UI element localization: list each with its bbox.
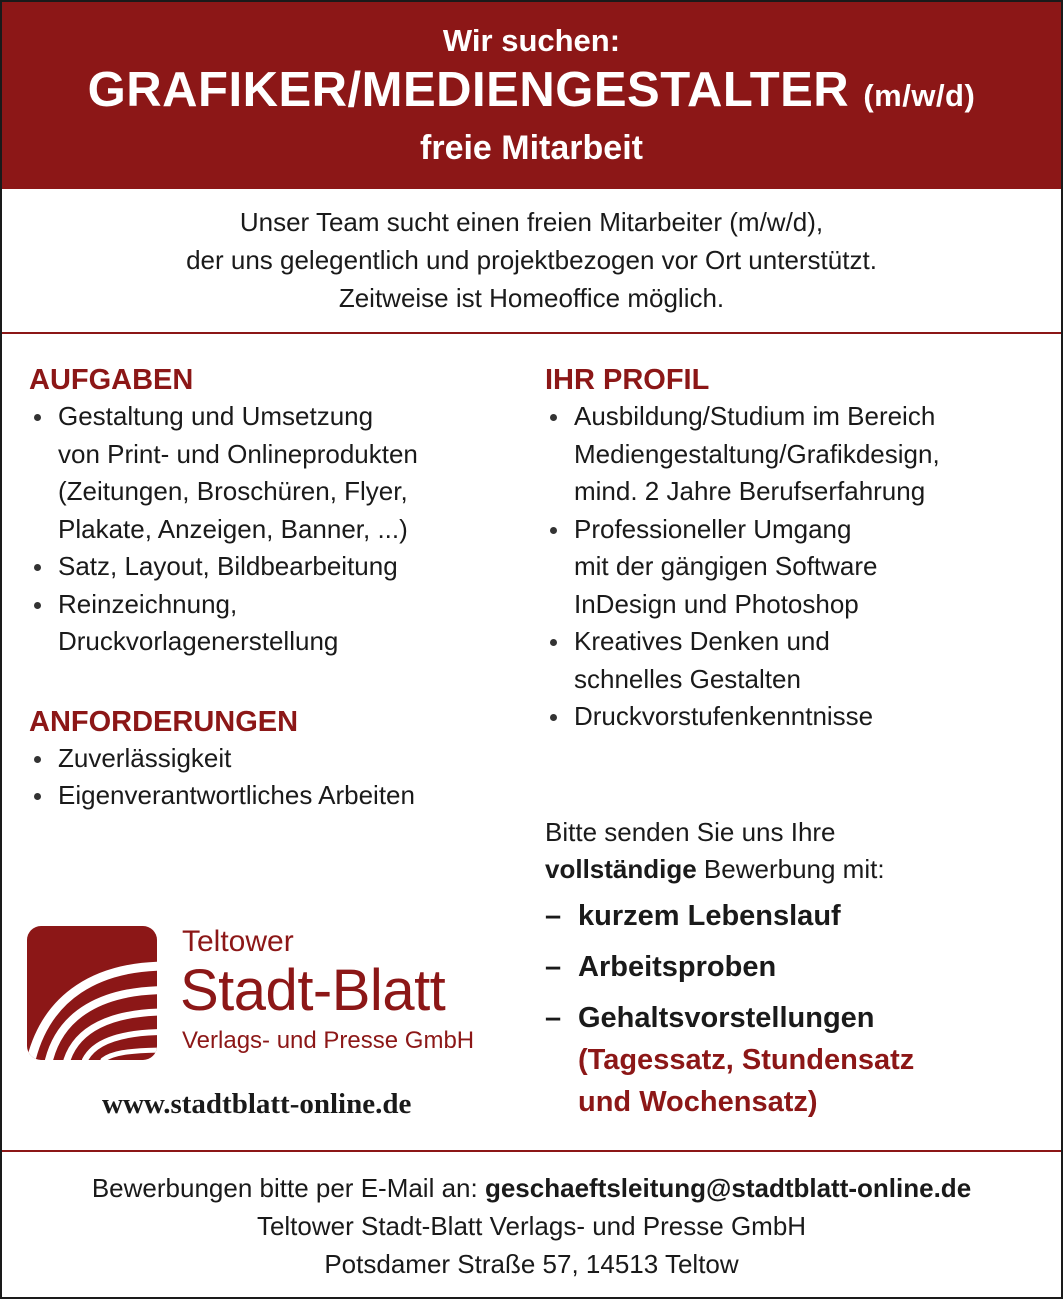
list-item	[545, 698, 1045, 736]
document-note: (Tagessatz, Stundensatz	[578, 1044, 915, 1076]
dash-marker: –	[545, 900, 562, 932]
document-item	[545, 946, 914, 988]
list-item-line: mit der gängigen Software	[574, 551, 878, 581]
document-item	[545, 997, 914, 1123]
list-item	[29, 586, 519, 661]
list-item	[29, 398, 519, 548]
list-item-line: Reinzeichnung,	[58, 588, 238, 619]
header-subtitle: freie Mitarbeit	[420, 129, 643, 167]
document-note: und Wochensatz)	[578, 1086, 818, 1118]
header-kicker: Wir suchen:	[442, 23, 621, 58]
list-item	[29, 777, 519, 815]
intro-text	[2, 189, 1061, 332]
job-title-suffix: (m/w/d)	[863, 78, 976, 113]
document-item	[545, 895, 914, 937]
document-label: kurzem Lebenslauf	[578, 900, 841, 932]
application-instructions	[545, 814, 885, 888]
section-title-anforderungen: ANFORDERUNGEN	[29, 705, 299, 738]
list-item-line: Eigenverantwortliches Arbeiten	[58, 780, 415, 810]
list-item-line: (Zeitungen, Broschüren, Flyer,	[58, 476, 408, 506]
intro-line: der uns gelegentlich und projektbezogen vor Ort unterstützt.	[186, 245, 877, 275]
list-item	[545, 511, 1045, 624]
list-item	[545, 398, 1045, 511]
list-item-line: Druckvorlagenerstellung	[58, 626, 339, 656]
list-item-line: Satz, Layout, Bildbearbeitung	[58, 551, 398, 581]
list-item-line: Plakate, Anzeigen, Banner, ...)	[58, 513, 408, 544]
profil-list	[545, 398, 1045, 736]
list-item	[29, 740, 519, 778]
document-label: Gehaltsvorstellungen	[578, 1002, 875, 1034]
list-item-line: Professioneller Umgang	[574, 513, 852, 544]
website-url: www.stadtblatt-online.de	[102, 1088, 412, 1120]
list-item-line: schnelles Gestalten	[574, 663, 801, 694]
content-columns	[2, 334, 1061, 1150]
contact-email-link[interactable]: geschaeftsleitung@stadtblatt-online.de	[484, 1173, 972, 1203]
right-column	[545, 362, 1045, 1118]
list-item	[29, 548, 519, 586]
list-item-line: mind. 2 Jahre Berufserfahrung	[574, 476, 926, 506]
apply-emphasis: vollständige	[545, 854, 697, 884]
list-item-line: Ausbildung/Studium im Bereich	[574, 401, 936, 431]
apply-line	[545, 851, 885, 888]
footer-email-prefix: Bewerbungen bitte per E-Mail an:	[91, 1173, 485, 1203]
dash-marker: –	[545, 1002, 562, 1034]
job-title-text: GRAFIKER/MEDIENGESTALTER	[87, 63, 850, 117]
company-logo	[27, 926, 517, 1066]
list-item	[545, 623, 1045, 698]
footer-address: Potsdamer Straße 57, 14513 Teltow	[324, 1249, 739, 1279]
spacer	[29, 661, 519, 704]
document-label: Arbeitsproben	[578, 951, 777, 983]
list-item-line: von Print- und Onlineprodukten	[58, 438, 418, 469]
section-title-profil: IHR PROFIL	[545, 364, 710, 396]
header-banner	[2, 2, 1061, 189]
list-item-line: InDesign und Photoshop	[574, 588, 859, 619]
list-item-line: Mediengestaltung/Grafikdesign,	[574, 438, 940, 469]
list-item-line: Gestaltung und Umsetzung	[58, 401, 374, 431]
section-title-aufgaben: AUFGABEN	[29, 364, 194, 396]
logo-text-small: Teltower	[182, 925, 294, 958]
logo-mark-icon	[27, 926, 157, 1060]
apply-line: Bitte senden Sie uns Ihre	[545, 817, 836, 847]
left-column	[29, 362, 519, 815]
footer-company: Teltower Stadt-Blatt Verlags- und Presse GmbH	[256, 1211, 807, 1241]
intro-line: Zeitweise ist Homeoffice möglich.	[338, 283, 725, 313]
dash-marker: –	[545, 951, 562, 983]
anforderungen-list	[29, 740, 519, 815]
aufgaben-list	[29, 398, 519, 661]
logo-text-sub: Verlags- und Presse GmbH	[182, 1027, 475, 1054]
list-item-line: Druckvorstufenkenntnisse	[574, 701, 874, 731]
footer-line	[2, 1169, 1061, 1207]
list-item-line: Zuverlässigkeit	[58, 742, 232, 773]
footer-contact	[2, 1152, 1061, 1283]
logo-text-big: Stadt-Blatt	[180, 958, 446, 1023]
required-documents	[545, 895, 914, 1132]
intro-line: Unser Team sucht einen freien Mitarbeiter (m/w/d),	[239, 207, 824, 237]
list-item-line: Kreatives Denken und	[574, 626, 830, 656]
job-title	[2, 60, 1061, 126]
apply-line-rest: Bewerbung mit:	[696, 854, 885, 884]
